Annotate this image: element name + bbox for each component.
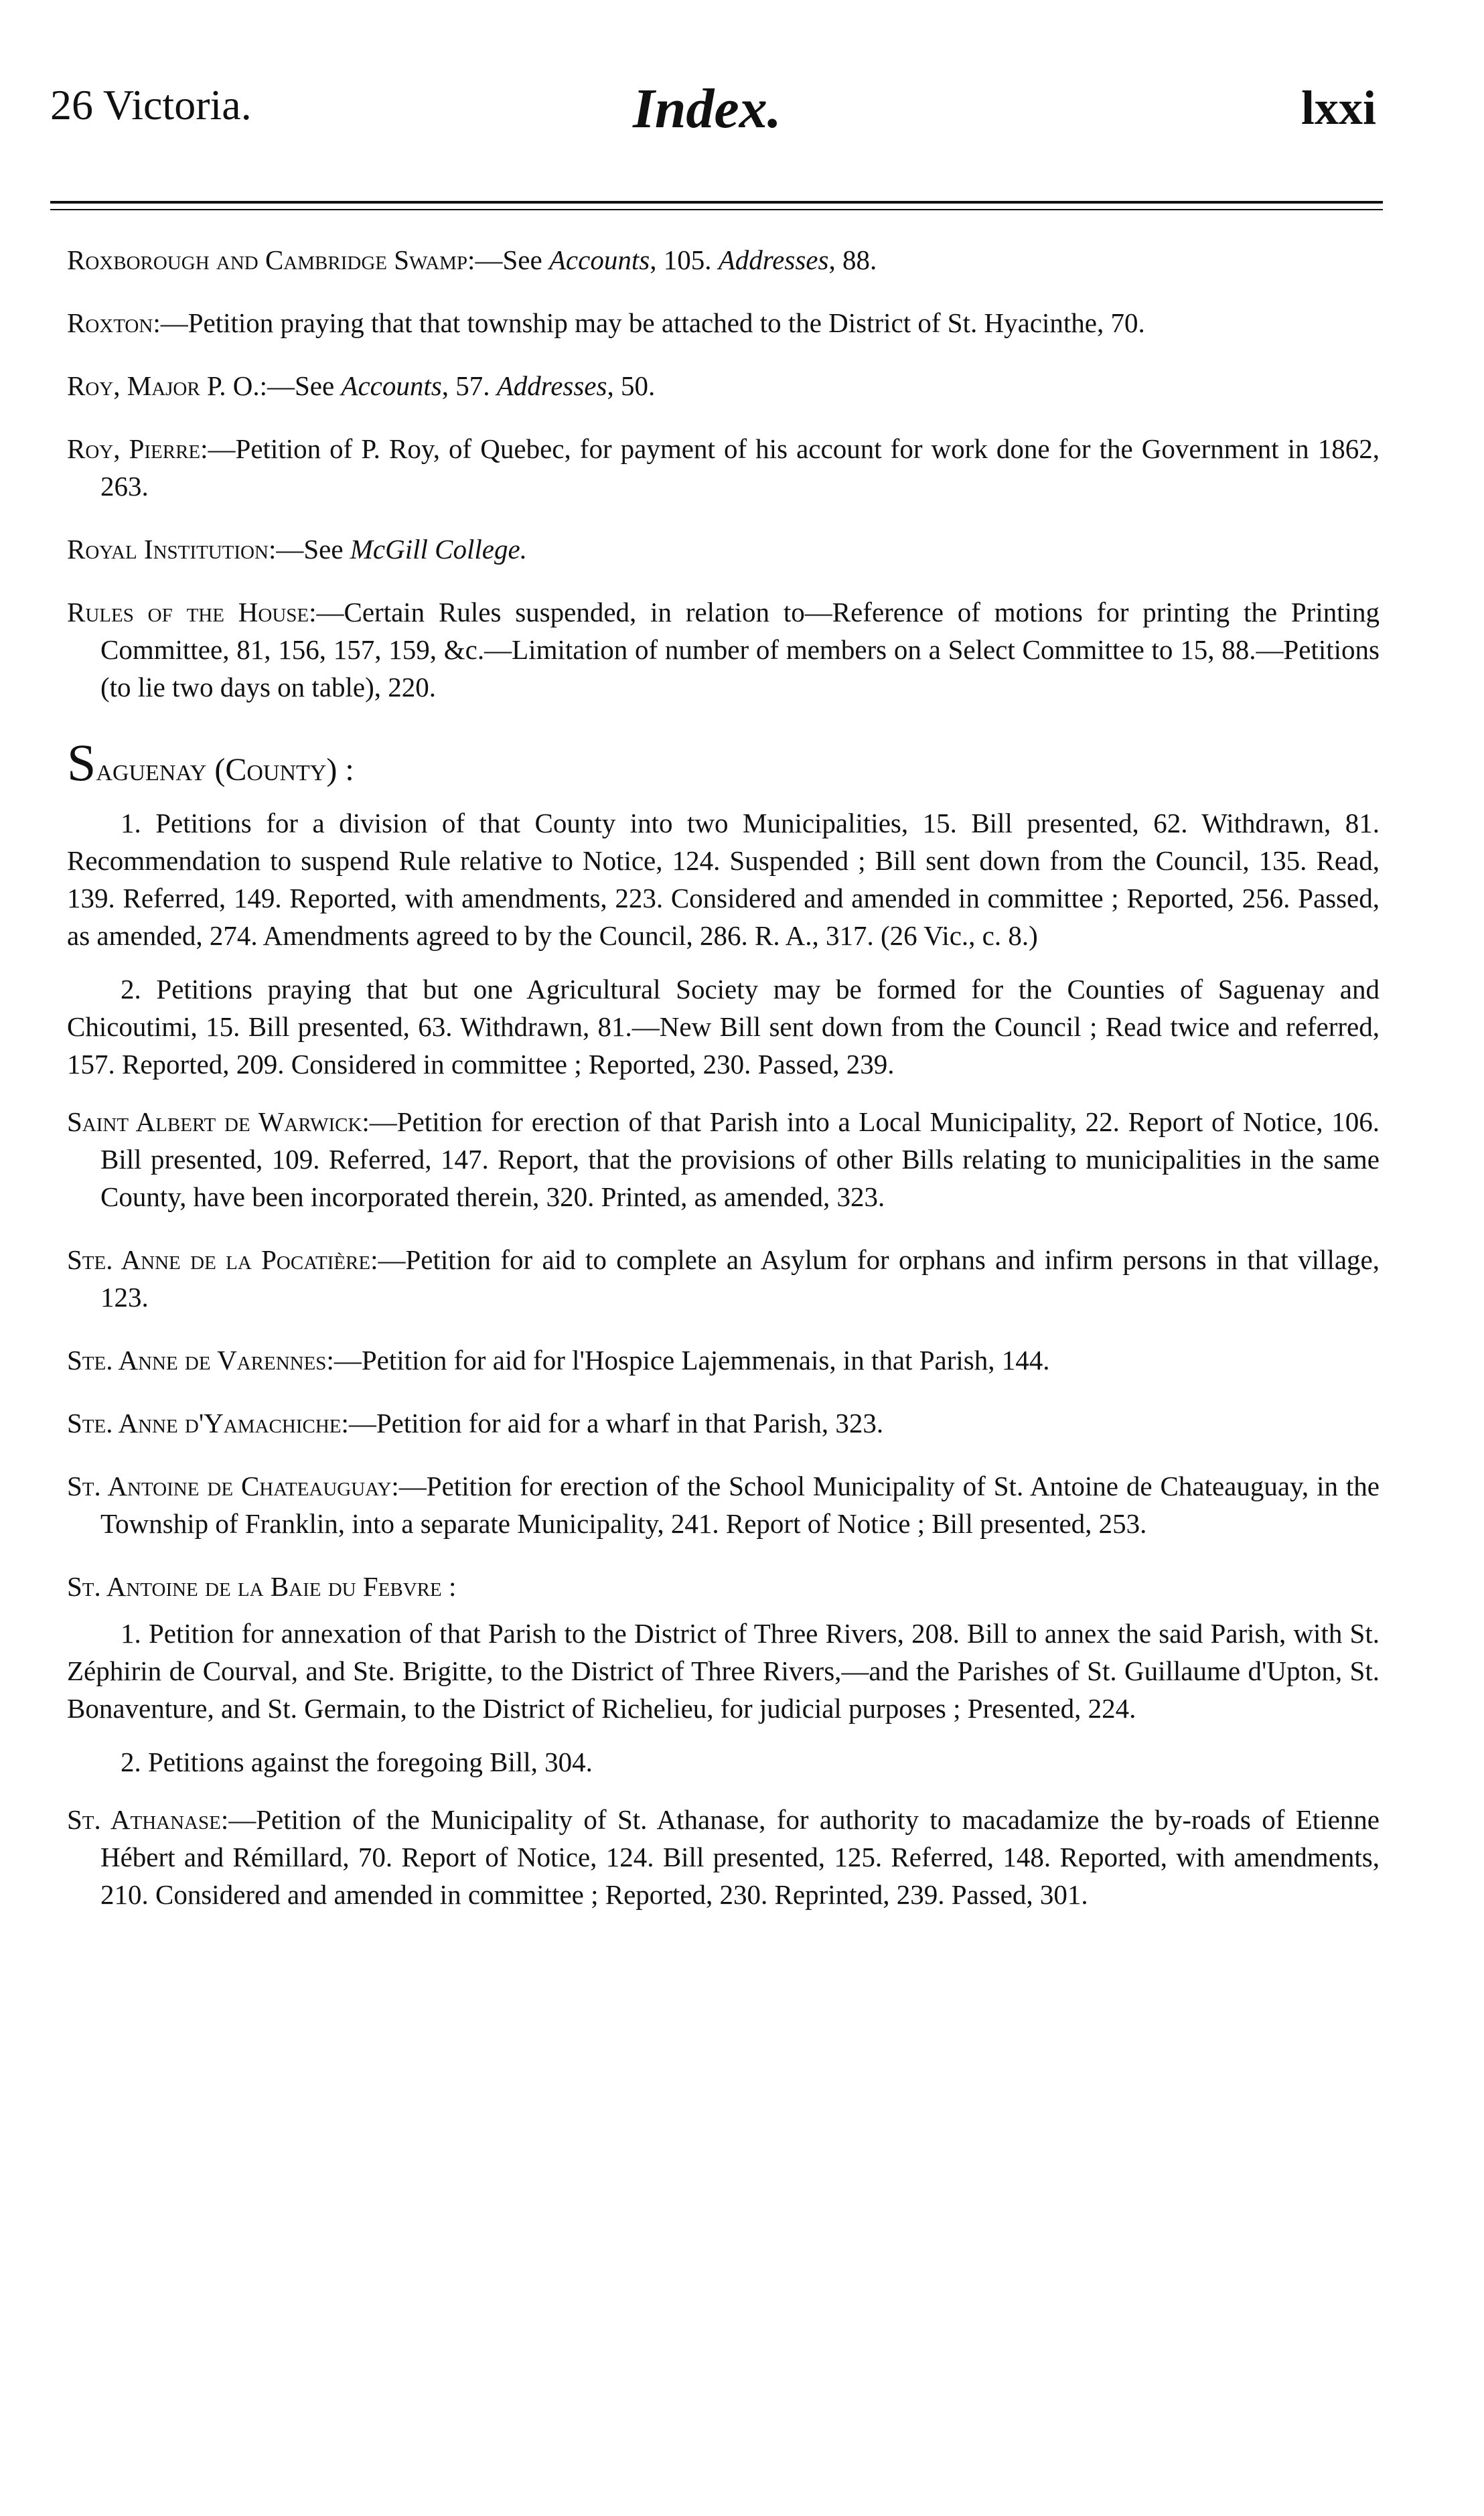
entry-heading: Roxton (67, 307, 153, 338)
entry-heading: Ste. Anne d'Yamachiche (67, 1408, 342, 1438)
entry-reference: Addresses (496, 370, 607, 401)
sub-entry: 2. Petitions praying that but one Agricultural Society may be formed for the Counties of Saguenay and Chicoutimi, 15. Bill presented, 63. Withdrawn, 81.—New Bill sent down from the Council ; Read twice and referred, 157. Reported, 209. Considered in committee ; Reported, 230. Passed, 239. (67, 974, 1380, 1080)
index-entry (67, 304, 1380, 342)
entry-reference: McGill College. (350, 534, 527, 565)
index-entry (67, 593, 1380, 706)
index-entry (67, 530, 1380, 568)
entry-text: :—Petition of P. Roy, of Quebec, for payment of his account for work done for the Government in 1862, 263. (100, 433, 1380, 502)
entry-text: , 88. (828, 244, 877, 275)
header-rule-thin (50, 209, 1383, 210)
sub-entry: 2. Petitions against the foregoing Bill, 304. (121, 1747, 593, 1777)
entry-text: :—Certain Rules suspended, in relation to—Reference of motions for printing the Printing Committee, 81, 156, 157, 159, &c.—Limitation of number of members on a Select Committee to 15, 88.—Petitions (to lie two days on table), 220. (100, 597, 1380, 702)
saguenay-heading-rest: aguenay (96, 752, 207, 788)
entry-text: :—See (259, 370, 342, 401)
entry-text: :—See (268, 534, 350, 565)
baie-du-febvre-items (67, 1615, 1380, 1781)
entry-text: :—Petition for aid for a wharf in that Parish, 323. (341, 1408, 884, 1438)
saguenay-heading-initial: S (67, 733, 96, 792)
entry-reference: Accounts (341, 370, 442, 401)
entry-heading: St. Athanase (67, 1804, 221, 1835)
page-number: lxxi (1301, 81, 1376, 135)
index-entry (67, 1801, 1380, 1913)
entry-heading: Roy, Major P. O. (67, 370, 260, 401)
entry-text: :—Petition for aid to complete an Asylum for orphans and infirm persons in that village, 123. (100, 1244, 1380, 1313)
sub-entry: 1. Petitions for a division of that County into two Municipalities, 15. Bill presented, 62. Withdrawn, 81. Recommendation to suspend Rule relative to Notice, 124. Suspended ; Bill sent down from the Council, 135. Read, 139. Referred, 149. Reported, with amendments, 223. Considered and amended in committee ; Reported, 256. Passed, as amended, 274. Amendments agreed to by the Council, 286. R. A., 317. (26 Vic., c. 8.) (67, 808, 1380, 951)
entries-r (67, 241, 1380, 706)
saguenay-items (67, 804, 1380, 1083)
index-content (67, 241, 1380, 1939)
entry-heading: Saint Albert de Warwick (67, 1106, 362, 1137)
saguenay-heading (67, 733, 1380, 800)
entry-reference: Addresses (718, 244, 829, 275)
entries-st-athanase (67, 1801, 1380, 1913)
page-header (50, 80, 1376, 167)
entry-heading: Roxborough and Cambridge Swamp (67, 244, 468, 275)
entry-text: :—Petition for erection of the School Municipality of St. Antoine de Chateauguay, in the Township of Franklin, into a separate Municipality, 241. Report of Notice ; Bill presented, 253. (100, 1471, 1380, 1539)
entry-heading: Rules of the House (67, 597, 309, 627)
running-head-title: Index. (633, 78, 782, 140)
index-entry (67, 367, 1380, 404)
entry-text: , 105. (650, 244, 719, 275)
index-entry (67, 241, 1380, 279)
entry-text: , 57. (441, 370, 497, 401)
index-entry (67, 1341, 1380, 1379)
entry-text: :—Petition for erection of that Parish into a Local Municipality, 22. Report of Notice, 106. Bill presented, 109. Referred, 147. Report, that the provisions of other Bills relating to municipalities in the same County, have been incorporated therein, 320. Printed, as amended, 323. (100, 1106, 1380, 1212)
entry-text: :—Petition praying that that township may be attached to the District of St. Hyacinthe, 70. (153, 307, 1145, 338)
entry-text: :—Petition of the Municipality of St. Athanase, for authority to macadamize the by-roads of Etienne Hébert and Rémillard, 70. Report of Notice, 124. Bill presented, 125. Referred, 148. Reported, with amendments, 210. Considered and amended in committee ; Reported, 230. Reprinted, 239. Passed, 301. (100, 1804, 1380, 1910)
sub-entry: 1. Petition for annexation of that Parish to the District of Three Rivers, 208. Bill to annex the said Parish, with St. Zéphirin de Courval, and Ste. Brigitte, to the District of Three Rivers,—and the Parishes of St. Guillaume d'Upton, St. Bonaventure, and St. Germain, to the District of Richelieu, for judicial purposes ; Presented, 224. (67, 1618, 1380, 1724)
index-entry (67, 1103, 1380, 1215)
saguenay-heading-suffix: (County) : (206, 752, 354, 788)
entry-heading: St. Antoine de Chateauguay (67, 1471, 392, 1501)
entry-heading: Royal Institution (67, 534, 269, 565)
entry-text: :—See (467, 244, 549, 275)
entries-s (67, 1103, 1380, 1542)
index-entry (67, 1467, 1380, 1542)
running-head-left: 26 Victoria. (50, 81, 252, 129)
header-rule-thick (50, 201, 1383, 204)
index-entry (67, 430, 1380, 505)
entry-heading: Ste. Anne de la Pocatière (67, 1244, 371, 1275)
baie-du-febvre-heading: St. Antoine de la Baie du Febvre : (67, 1571, 457, 1602)
entry-heading: Roy, Pierre (67, 433, 201, 464)
entry-text: :—Petition for aid for l'Hospice Lajemmenais, in that Parish, 144. (326, 1345, 1050, 1376)
entry-heading: Ste. Anne de Varennes (67, 1345, 327, 1376)
index-entry (67, 1404, 1380, 1442)
entry-reference: Accounts (548, 244, 650, 275)
index-entry (67, 1241, 1380, 1316)
entry-text: , 50. (607, 370, 656, 401)
